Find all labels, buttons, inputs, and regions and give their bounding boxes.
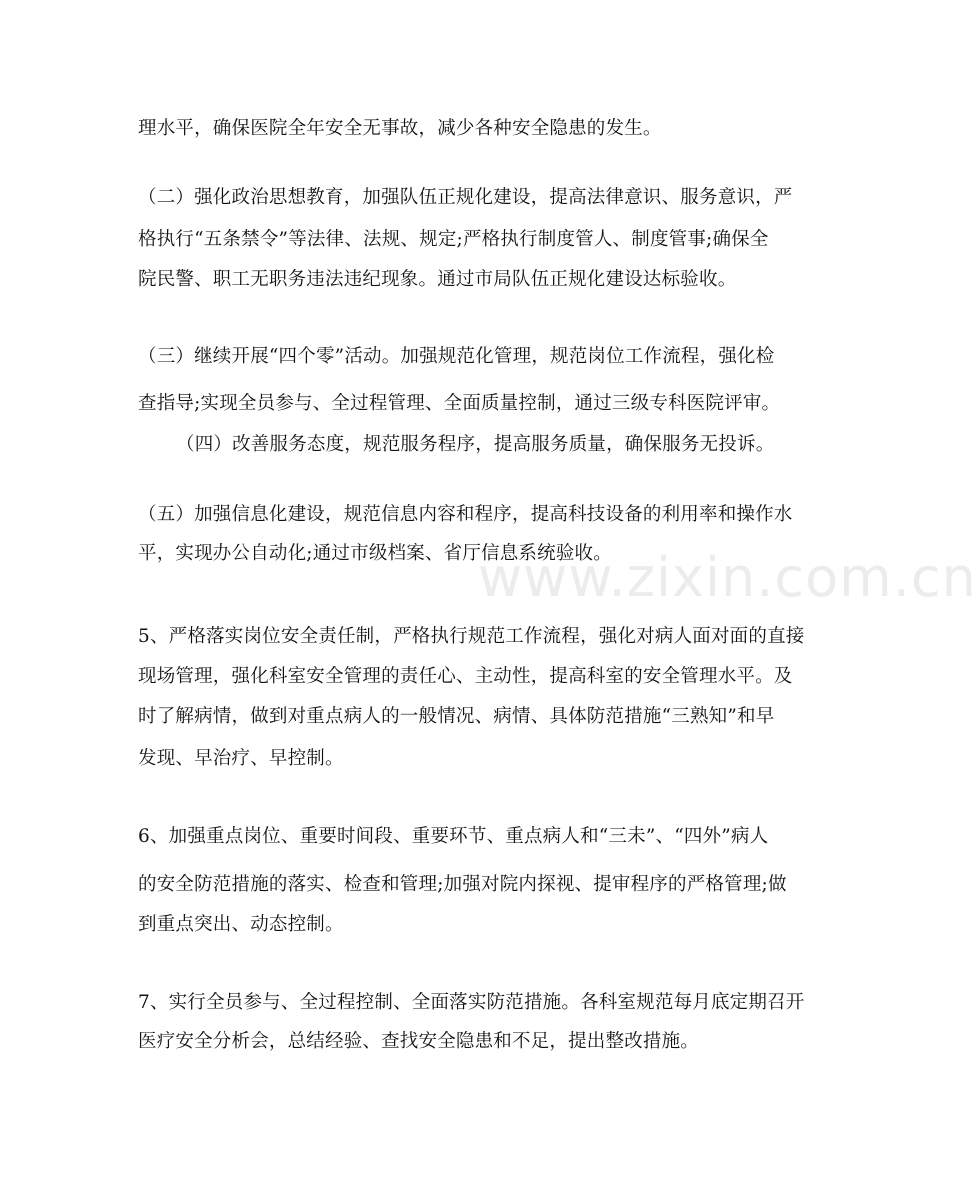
paragraph-6-line-1: 5、严格落实岗位安全责任制，严格执行规范工作流程，强化对病人面对面的直接 xyxy=(138,626,805,647)
paragraph-6-line-4: 发现、早治疗、早控制。 xyxy=(138,748,344,769)
watermark: www.zixin.com.cn xyxy=(478,546,977,609)
paragraph-8-line-2: 医疗安全分析会，总结经验、查找安全隐患和不足，提出整改措施。 xyxy=(138,1031,700,1052)
paragraph-1-line-1: 理水平，确保医院全年安全无事故，减少各种安全隐患的发生。 xyxy=(138,118,662,139)
paragraph-4-line-1: （四）改善服务态度，规范服务程序，提高服务质量，确保服务无投诉。 xyxy=(176,434,775,455)
paragraph-7-line-2: 的安全防范措施的落实、检查和管理;加强对院内探视、提审程序的严格管理;做 xyxy=(138,874,787,895)
paragraph-2-line-2: 格执行“五条禁令”等法律、法规、规定;严格执行制度管人、制度管事;确保全 xyxy=(138,229,769,250)
paragraph-7-line-1: 6、加强重点岗位、重要时间段、重要环节、重点病人和“三未”、“四外”病人 xyxy=(138,826,769,847)
paragraph-5-line-1: （五）加强信息化建设，规范信息内容和程序，提高科技设备的利用率和操作水 xyxy=(138,504,793,525)
paragraph-2-line-1: （二）强化政治思想教育，加强队伍正规化建设，提高法律意识、服务意识，严 xyxy=(138,187,793,208)
paragraph-3-line-1: （三）继续开展“四个零”活动。加强规范化管理，规范岗位工作流程，强化检 xyxy=(138,346,775,367)
paragraph-6-line-2: 现场管理，强化科室安全管理的责任心、主动性，提高科室的安全管理水平。及 xyxy=(138,666,793,687)
paragraph-2-line-3: 院民警、职工无职务违法违纪现象。通过市局队伍正规化建设达标验收。 xyxy=(138,269,737,290)
paragraph-8-line-1: 7、实行全员参与、全过程控制、全面落实防范措施。各科室规范每月底定期召开 xyxy=(138,992,805,1013)
paragraph-7-line-3: 到重点突出、动态控制。 xyxy=(138,914,344,935)
paragraph-6-line-3: 时了解病情，做到对重点病人的一般情况、病情、具体防范措施“三熟知”和早 xyxy=(138,706,775,727)
paragraph-3-line-2: 查指导;实现全员参与、全过程管理、全面质量控制，通过三级专科医院评审。 xyxy=(138,393,781,414)
paragraph-5-line-2: 平，实现办公自动化;通过市级档案、省厅信息系统验收。 xyxy=(138,543,612,564)
